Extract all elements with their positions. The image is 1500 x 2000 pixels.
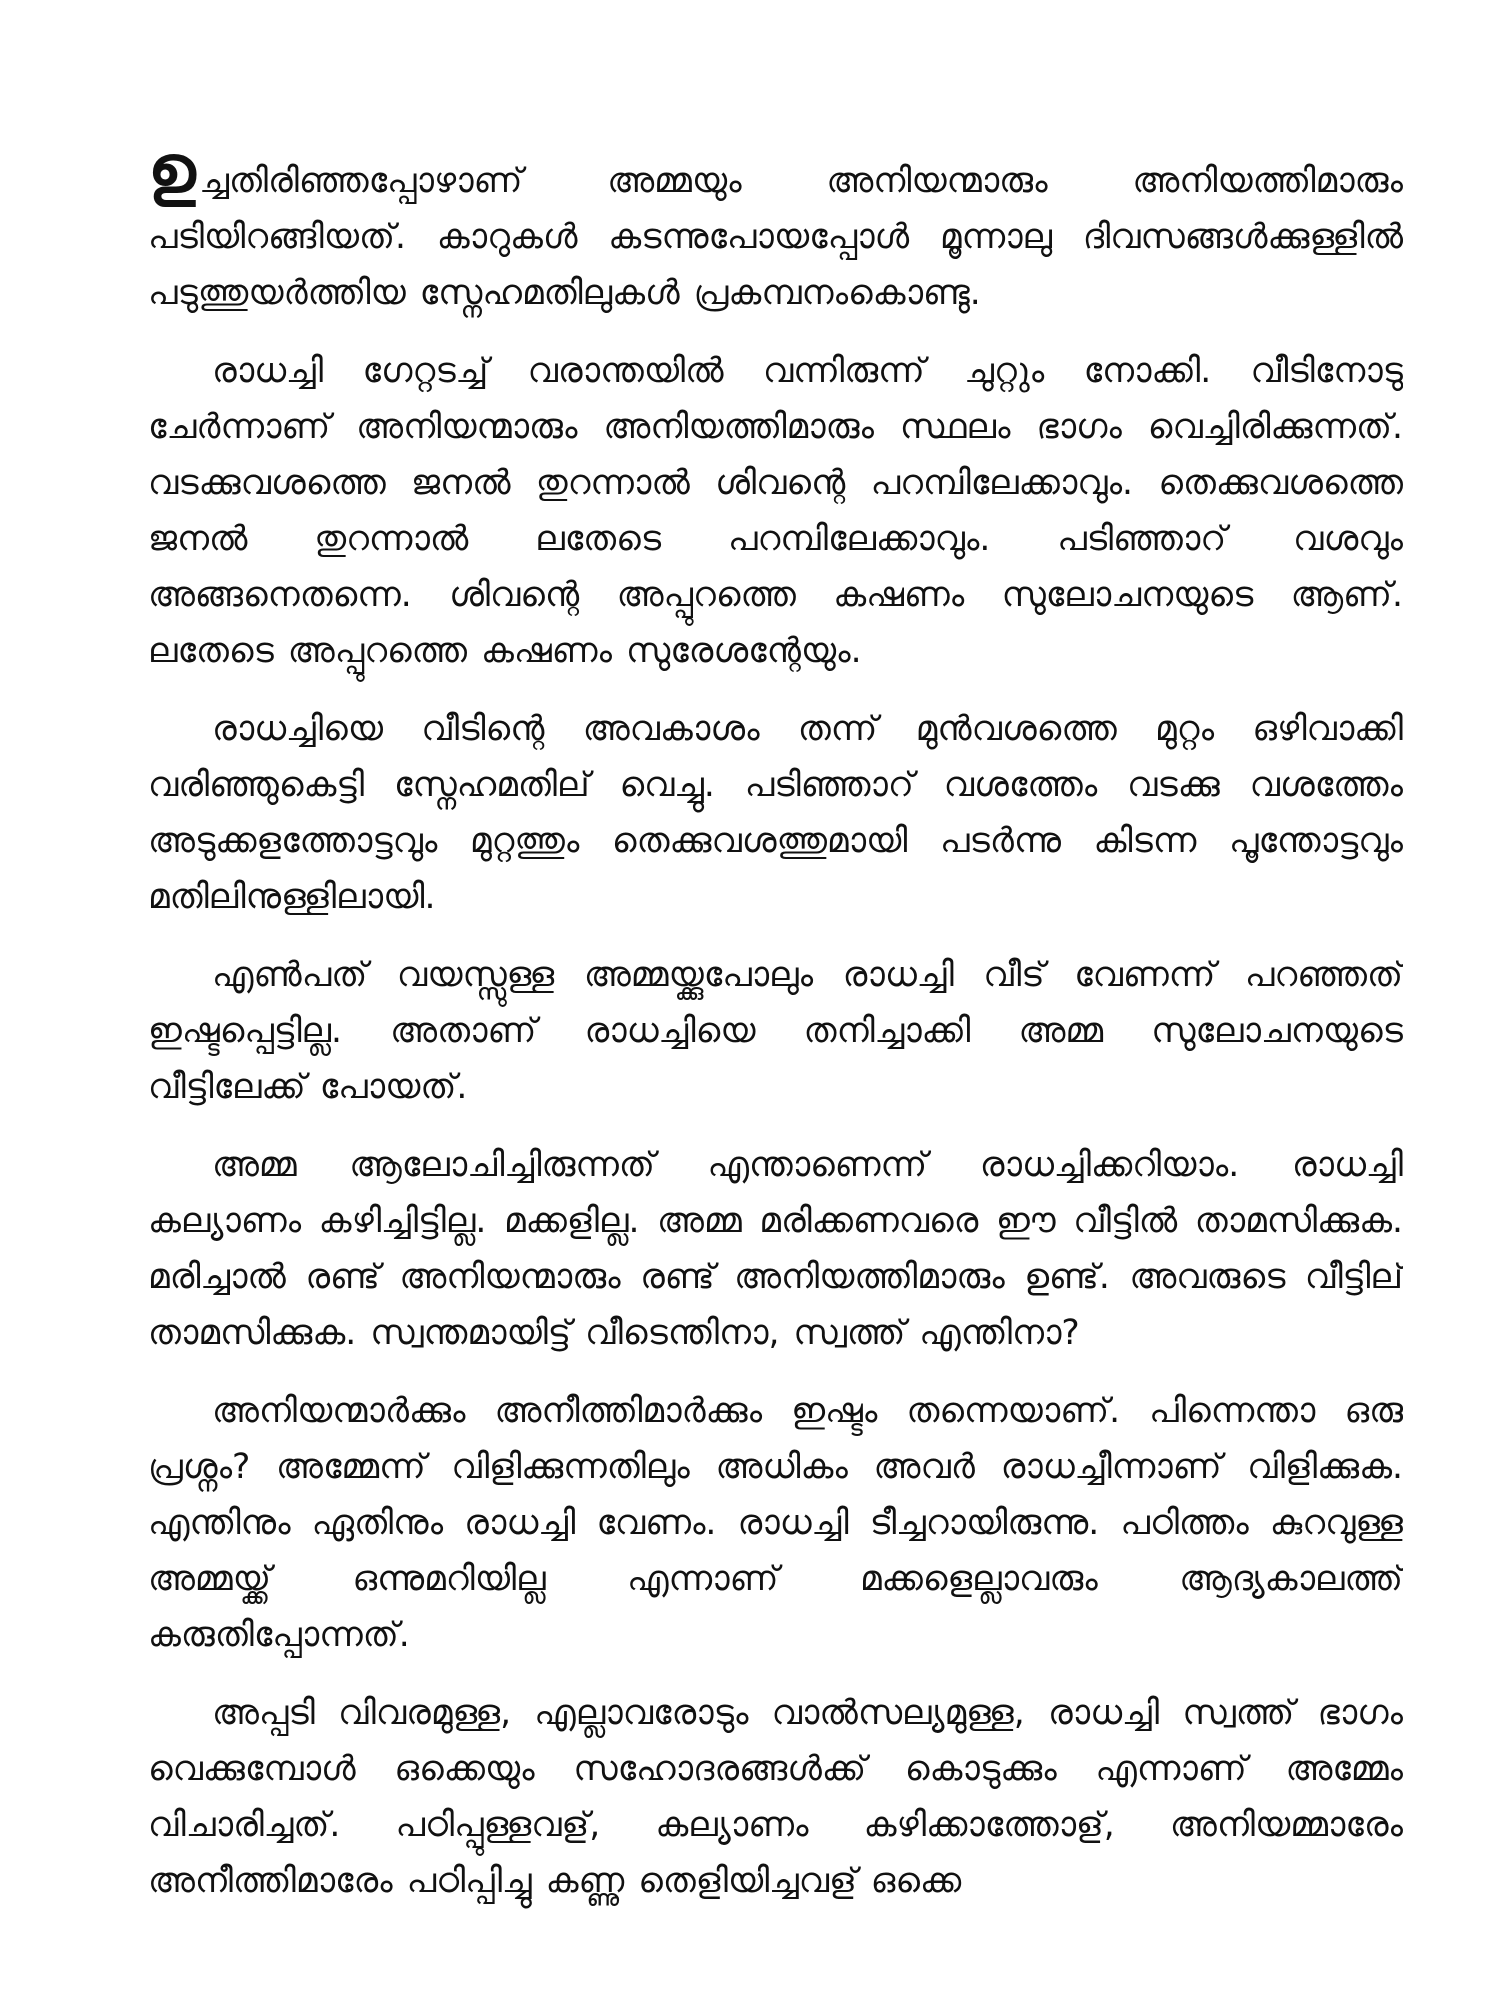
book-page: [148, 150, 1403, 1910]
paragraph-6: അനിയന്മാർക്കും അനീത്തിമാർക്കും ഇഷ്ടം തന്നെയാണ്. പിന്നെന്താ ഒരു പ്രശ്നം? അമ്മേന്ന് വിളിക്കുന്നതിലും അധികം അവർ രാധച്ചീന്നാണ് വിളിക്കുക. എന്തിനും ഏതിനും രാധച്ചി വേണം. രാധച്ചി ടീച്ചറായിരുന്നു. പഠിത്തം കുറവുള്ള അമ്മയ്ക്ക് ഒന്നുമറിയില്ല എന്നാണ് മക്കളെല്ലാവരും ആദ്യകാലത്ത് കരുതിപ്പോന്നത്.: [148, 1391, 1403, 1655]
paragraph-1-text: ച്ചതിരിഞ്ഞപ്പോഴാണ് അമ്മയും അനിയന്മാരും അനിയത്തിമാരും പടിയിറങ്ങിയത്. കാറുകൾ കടന്നുപോയപ്പോൾ മൂന്നാലു ദിവസങ്ങൾക്കുള്ളിൽ പടുത്തുയർത്തിയ സ്നേഹമതിലുകൾ പ്രകമ്പനംകൊണ്ടു.: [148, 161, 1403, 313]
paragraph-5: അമ്മ ആലോചിച്ചിരുന്നത് എന്താണെന്ന് രാധച്ചിക്കറിയാം. രാധച്ചി കല്യാണം കഴിച്ചിട്ടില്ല. മക്കളില്ല. അമ്മ മരിക്കണവരെ ഈ വീട്ടിൽ താമസിക്കുക. മരിച്ചാൽ രണ്ട് അനിയന്മാരും രണ്ട് അനിയത്തിമാരും ഉണ്ട്. അവരുടെ വീട്ടില് താമസിക്കുക. സ്വന്തമായിട്ട് വീടെന്തിനാ, സ്വത്ത് എന്തിനാ?: [148, 1145, 1403, 1353]
paragraph-4: എൺപത് വയസ്സുള്ള അമ്മയ്ക്കുപോലും രാധച്ചി വീട് വേണന്ന് പറഞ്ഞത് ഇഷ്ടപ്പെട്ടില്ല. അതാണ് രാധച്ചിയെ തനിച്ചാക്കി അമ്മ സുലോചനയുടെ വീട്ടിലേക്ക് പോയത്.: [148, 955, 1403, 1107]
paragraph-3: രാധച്ചിയെ വീടിന്റെ അവകാശം തന്ന് മുൻവശത്തെ മുറ്റം ഒഴിവാക്കി വരിഞ്ഞുകെട്ടി സ്നേഹമതില് വെച്ചു. പടിഞ്ഞാറ് വശത്തേം വടക്കു വശത്തേം അടുക്കളത്തോട്ടവും മുറ്റത്തും തെക്കുവശത്തുമായി പടർന്നു കിടന്ന പൂന്തോട്ടവും മതിലിനുള്ളിലായി.: [148, 709, 1403, 917]
paragraph-1: [148, 150, 1403, 321]
paragraph-2: രാധച്ചി ഗേറ്റടച്ച് വരാന്തയിൽ വന്നിരുന്ന് ചുറ്റും നോക്കി. വീടിനോടു ചേർന്നാണ് അനിയന്മാരും അനിയത്തിമാരും സ്ഥലം ഭാഗം വെച്ചിരിക്കുന്നത്. വടക്കുവശത്തെ ജനൽ തുറന്നാൽ ശിവന്റെ പറമ്പിലേക്കാവും. തെക്കുവശത്തെ ജനൽ തുറന്നാൽ ലതേടെ പറമ്പിലേക്കാവും. പടിഞ്ഞാറ് വശവും അങ്ങനെതന്നെ. ശിവന്റെ അപ്പുറത്തെ കഷണം സുലോചനയുടെ ആണ്. ലതേടെ അപ്പുറത്തെ കഷണം സുരേശന്റേയും.: [148, 351, 1403, 671]
drop-cap: ഉ: [148, 150, 196, 208]
paragraph-7: അപ്പടി വിവരമുള്ള, എല്ലാവരോടും വാൽസല്യമുള്ള, രാധച്ചി സ്വത്ത് ഭാഗം വെക്കുമ്പോൾ ഒക്കെയും സഹോദരങ്ങൾക്ക് കൊടുക്കും എന്നാണ് അമ്മേം വിചാരിച്ചത്. പഠിപ്പുള്ളവള്, കല്യാണം കഴിക്കാത്തോള്, അനിയമ്മാരേം അനീത്തിമാരേം പഠിപ്പിച്ചു കണ്ണു തെളിയിച്ചവള് ഒക്കെ: [148, 1693, 1403, 1901]
